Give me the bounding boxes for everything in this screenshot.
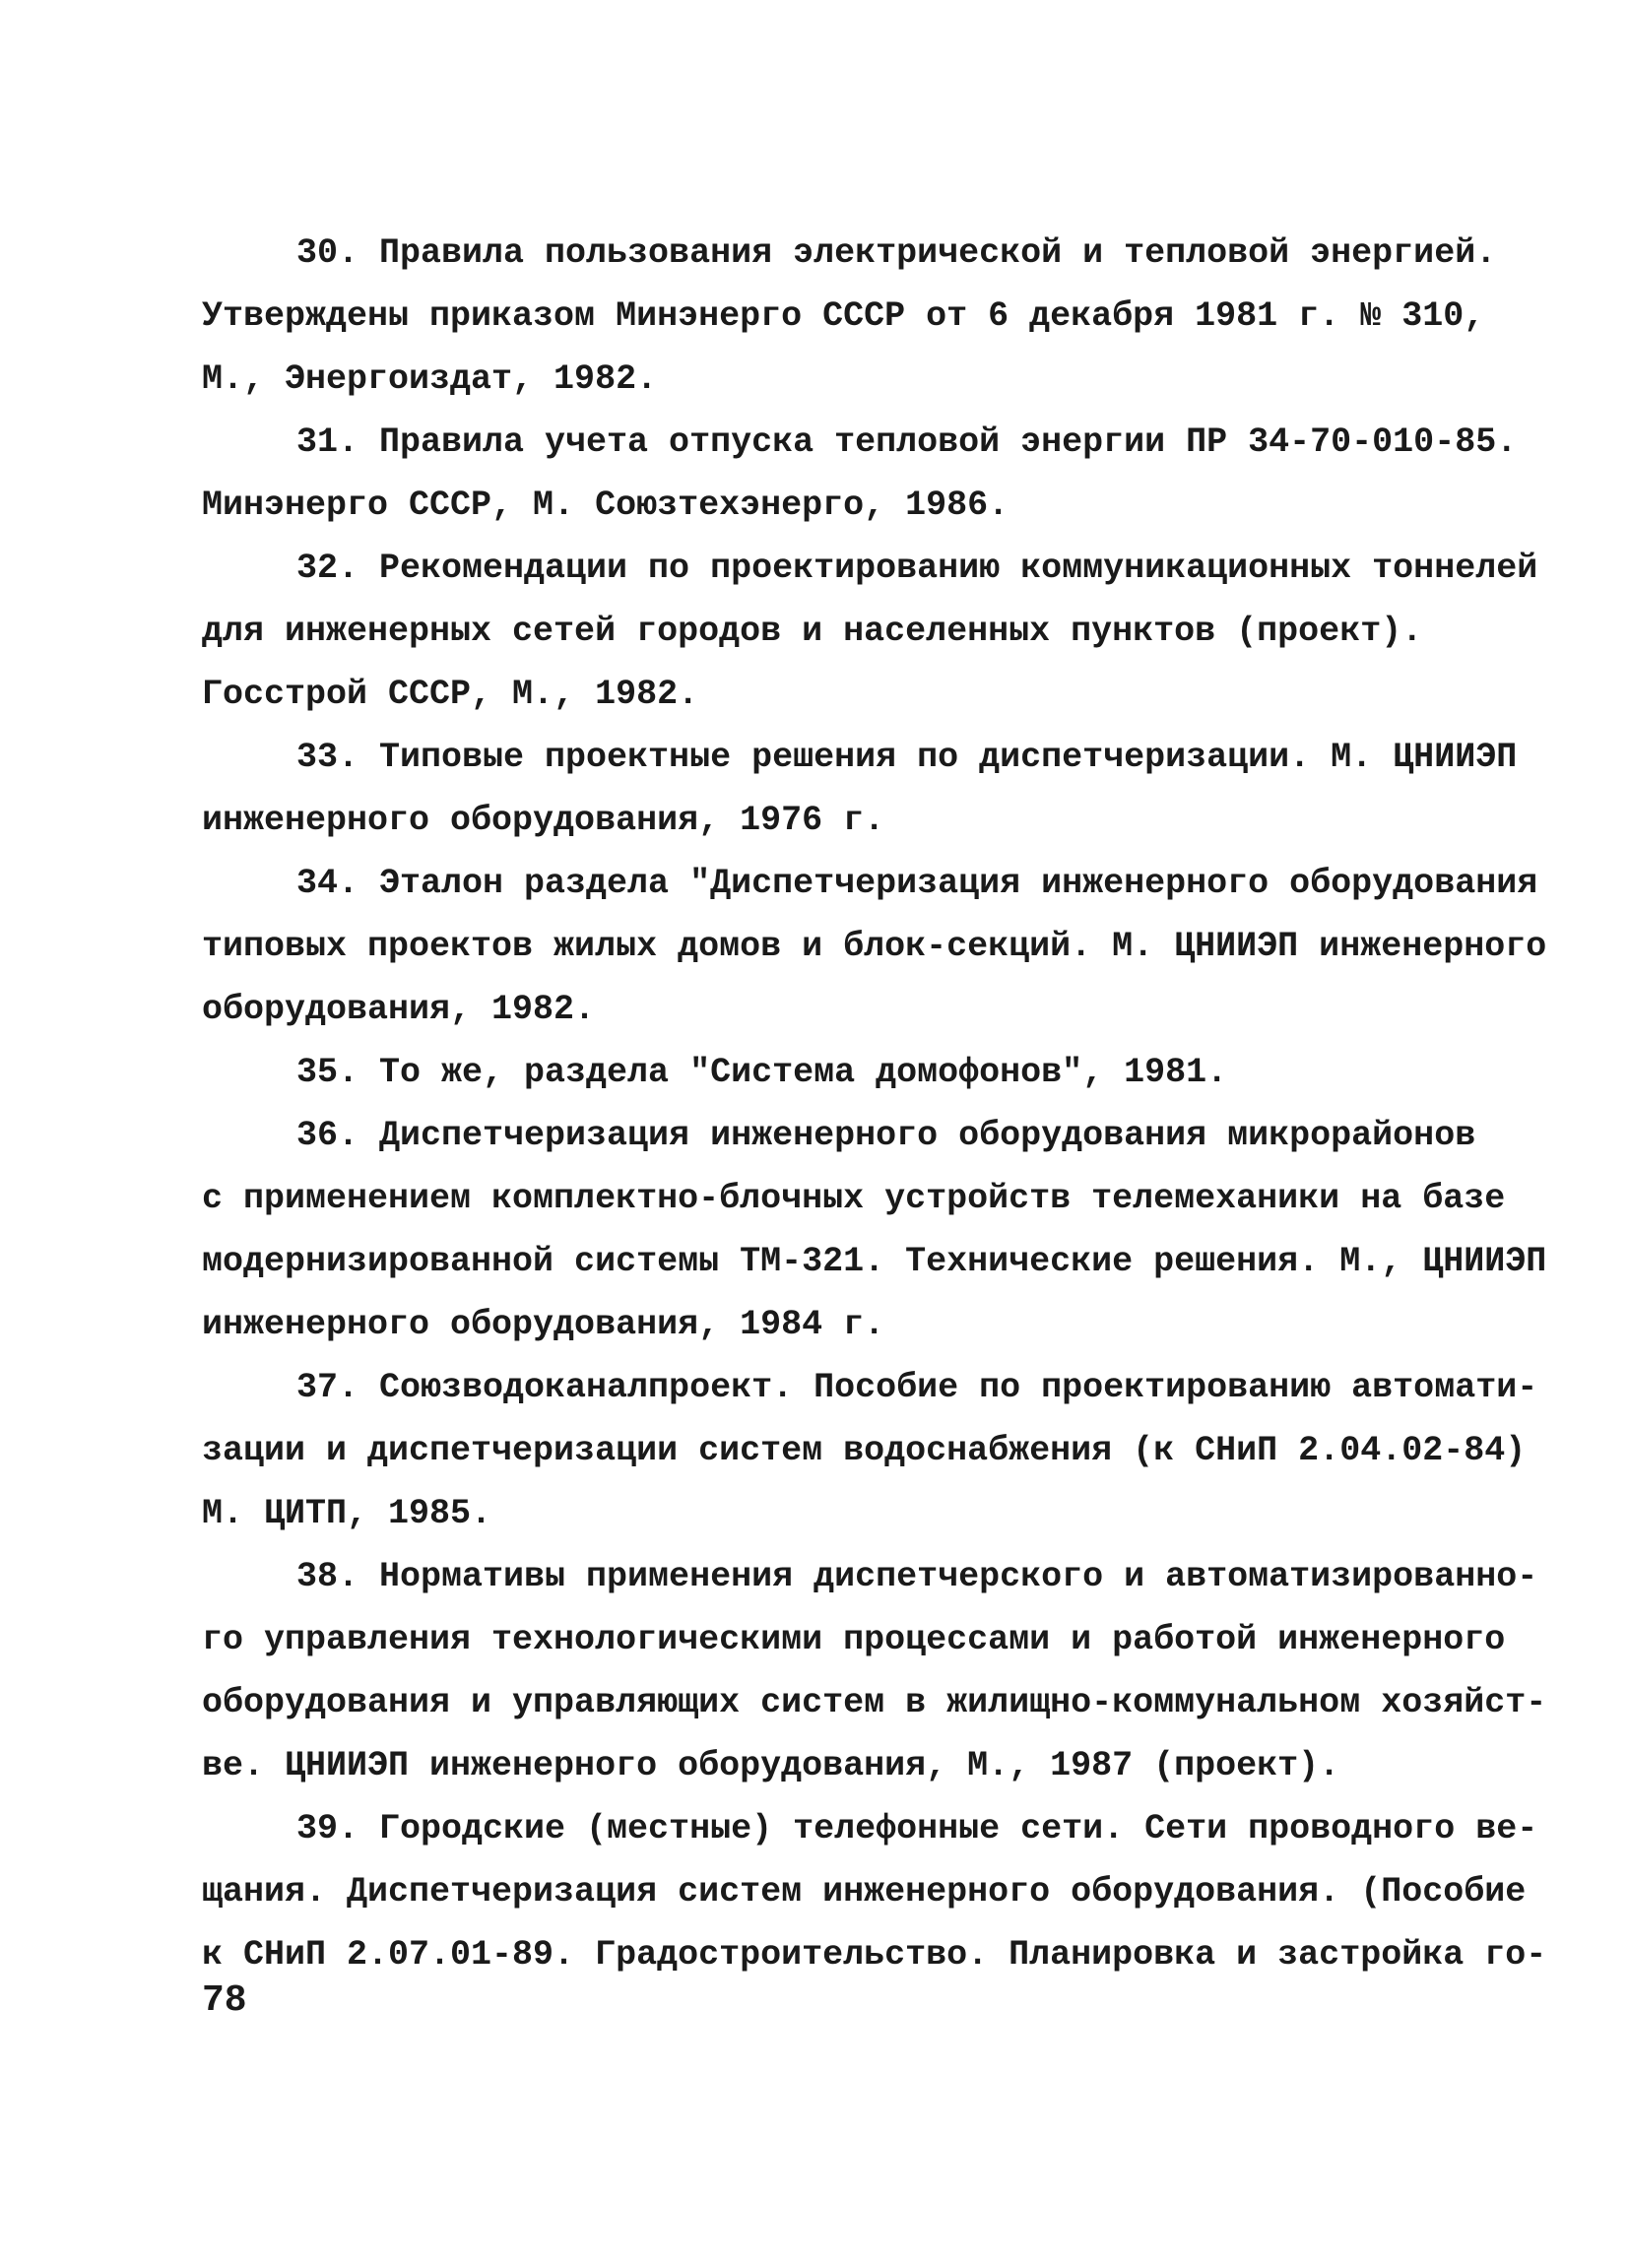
page-number: 78 xyxy=(202,1979,247,2022)
reference-item-39 xyxy=(202,1797,1547,1986)
reference-line: оборудования и управляющих систем в жилищно-коммунальном хозяйст- xyxy=(202,1683,1547,1722)
reference-line: Минэнерго СССР, М. Союзтехэнерго, 1986. xyxy=(202,486,1009,525)
reference-item-38 xyxy=(202,1545,1547,1797)
reference-line: для инженерных сетей городов и населенных пунктов (проект). xyxy=(202,612,1423,651)
reference-list xyxy=(202,222,1547,1986)
reference-line: го управления технологическими процессами и работой инженерного xyxy=(202,1620,1506,1659)
reference-item-37 xyxy=(202,1356,1538,1545)
reference-line: 30. Правила пользования электрической и тепловой энергией. xyxy=(296,233,1497,273)
reference-line: типовых проектов жилых домов и блок-секций. М. ЦНИИЭП инженерного xyxy=(202,927,1547,966)
reference-line: 38. Нормативы применения диспетчерского и автоматизированно- xyxy=(296,1557,1538,1596)
reference-item-33 xyxy=(202,726,1518,852)
reference-line: инженерного оборудования, 1976 г. xyxy=(202,801,885,840)
reference-line: Госстрой СССР, М., 1982. xyxy=(202,675,699,714)
reference-line: 31. Правила учета отпуска тепловой энергии ПР 34-70-010-85. xyxy=(296,422,1518,462)
reference-line: оборудования, 1982. xyxy=(202,990,596,1029)
reference-line: М., Энергоиздат, 1982. xyxy=(202,359,658,399)
reference-line: 35. То же, раздела "Система домофонов", 1981. xyxy=(296,1053,1228,1092)
reference-line: с применением комплектно-блочных устройств телемеханики на базе xyxy=(202,1179,1506,1218)
reference-item-36 xyxy=(202,1104,1547,1356)
reference-line: модернизированной системы ТМ-321. Технические решения. М., ЦНИИЭП xyxy=(202,1242,1547,1281)
reference-item-30 xyxy=(202,222,1497,411)
reference-line: 39. Городские (местные) телефонные сети. Сети проводного ве- xyxy=(296,1809,1538,1848)
reference-line: 37. Союзводоканалпроект. Пособие по проектированию автомати- xyxy=(296,1368,1538,1407)
reference-item-34 xyxy=(202,852,1547,1041)
reference-line: щания. Диспетчеризация систем инженерного оборудования. (Пособие xyxy=(202,1872,1527,1912)
reference-line: 34. Эталон раздела "Диспетчеризация инженерного оборудования xyxy=(296,864,1538,903)
reference-line: 32. Рекомендации по проектированию коммуникационных тоннелей xyxy=(296,549,1538,588)
reference-line: М. ЦИТП, 1985. xyxy=(202,1494,492,1533)
reference-item-32 xyxy=(202,537,1538,726)
reference-line: инженерного оборудования, 1984 г. xyxy=(202,1305,885,1344)
reference-item-35 xyxy=(202,1041,1472,1104)
reference-line: 33. Типовые проектные решения по диспетчеризации. М. ЦНИИЭП xyxy=(296,738,1518,777)
reference-line: зации и диспетчеризации систем водоснабжения (к СНиП 2.04.02-84) xyxy=(202,1431,1527,1470)
reference-line: к СНиП 2.07.01-89. Градостроительство. Планировка и застройка го- xyxy=(202,1935,1547,1975)
reference-line: ве. ЦНИИЭП инженерного оборудования, М., 1987 (проект). xyxy=(202,1746,1340,1785)
reference-line: 36. Диспетчеризация инженерного оборудования микрорайонов xyxy=(296,1116,1476,1155)
reference-item-31 xyxy=(202,411,1518,537)
reference-line: Утверждены приказом Минэнерго СССР от 6 декабря 1981 г. № 310, xyxy=(202,296,1485,336)
